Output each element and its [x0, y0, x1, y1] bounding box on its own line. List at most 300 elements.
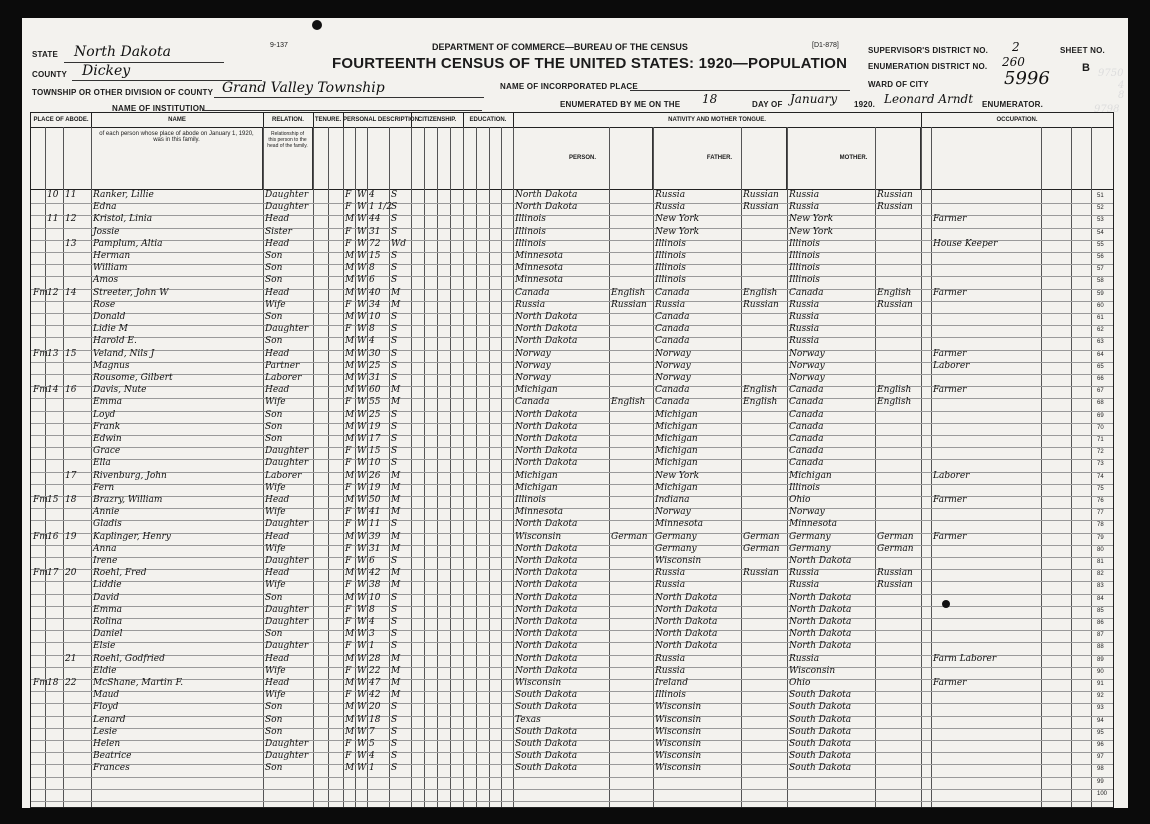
ward-label: WARD OF CITY	[868, 80, 929, 89]
enumerator-name: Leonard Arndt	[884, 92, 974, 106]
cell-sex: M	[345, 348, 355, 359]
cell-mpob: South Dakota	[789, 690, 852, 701]
cell-mmt: Russian	[877, 580, 913, 591]
cell-ms: M	[391, 495, 401, 505]
cell-fpob: North Dakota	[655, 629, 718, 640]
line-number: 51	[1097, 193, 1104, 199]
day-of-label: DAY OF	[752, 100, 783, 109]
cell-fn: 14	[65, 287, 77, 298]
cell-name: Frank	[93, 421, 121, 432]
cell-pob: North Dakota	[515, 202, 578, 213]
cell-name: Herman	[93, 251, 131, 261]
cell-fam: 18	[47, 678, 59, 688]
cell-fn: 21	[65, 653, 77, 664]
cell-mpob: Canada	[789, 287, 824, 298]
cell-rel: Son	[265, 726, 283, 737]
incorporated-place-label: NAME OF INCORPORATED PLACE	[500, 82, 638, 91]
cell-sex: F	[345, 519, 352, 530]
cell-mpob: North Dakota	[789, 617, 852, 627]
cell-age: 44	[369, 214, 381, 225]
cell-ms: M	[391, 287, 401, 298]
cell-fpob: Germany	[655, 531, 697, 542]
enum-district-label: ENUMERATION DISTRICT NO.	[868, 62, 988, 71]
cell-fam: 16	[47, 531, 59, 542]
cell-rel: Wife	[265, 665, 286, 676]
cell-fpob: Indiana	[655, 495, 690, 505]
cell-mpob: North Dakota	[789, 629, 852, 640]
cell-race: W	[357, 446, 367, 457]
census-sheet	[22, 18, 1128, 808]
cell-ms: S	[391, 190, 398, 200]
cell-name: Donald	[93, 312, 126, 322]
group-personal-description: PERSONAL DESCRIPTION.	[343, 113, 412, 128]
cell-rel: Wife	[265, 580, 286, 591]
cell-dw: Fm	[33, 495, 48, 505]
cell-age: 31	[369, 373, 381, 383]
cell-name: Liddie	[93, 580, 122, 591]
cell-age: 17	[369, 434, 381, 444]
cell-name: Kaplinger, Henry	[93, 531, 171, 542]
cell-race: W	[357, 726, 367, 737]
cell-mpob: Germany	[789, 531, 831, 542]
cell-rel: Wife	[265, 507, 286, 518]
cell-mpob: Illinois	[789, 263, 820, 274]
cell-fam: 11	[47, 214, 59, 225]
cell-rel: Wife	[265, 397, 286, 408]
cell-mpob: Canada	[789, 434, 824, 444]
name-column-note: of each person whose place of abode on January 1, 1920, was in this family.	[91, 127, 263, 189]
cell-name: Roehl, Godfried	[93, 653, 165, 664]
cell-age: 1 1/2	[369, 202, 393, 213]
cell-ms: S	[391, 421, 398, 432]
cell-sex: M	[345, 629, 355, 640]
line-number: 94	[1097, 717, 1104, 724]
line-number: 93	[1097, 705, 1104, 712]
margin-note-1: 9750	[1098, 68, 1124, 79]
cell-mpob: Canada	[789, 446, 824, 457]
cell-fpob: Michigan	[655, 446, 698, 457]
cell-ms: S	[391, 214, 398, 225]
cell-fmt: English	[743, 397, 778, 408]
cell-name: Emma	[93, 397, 123, 408]
cell-age: 4	[369, 336, 375, 347]
line-number: 85	[1097, 607, 1104, 614]
cell-mpob: Minnesota	[789, 519, 838, 530]
cell-mpob: Michigan	[789, 470, 832, 481]
cell-name: Amos	[93, 275, 119, 286]
cell-mpob: Illinois	[789, 482, 820, 493]
line-number: 72	[1097, 449, 1104, 456]
cell-mpob: North Dakota	[789, 641, 852, 652]
cell-rel: Partner	[265, 360, 300, 371]
cell-race: W	[357, 202, 367, 213]
line-number: 87	[1097, 632, 1104, 639]
cell-race: W	[357, 507, 367, 518]
cell-pob: North Dakota	[515, 458, 578, 469]
enumerator-label: ENUMERATOR.	[982, 100, 1044, 109]
line-number: 65	[1097, 363, 1104, 370]
year-label: 1920.	[854, 100, 876, 109]
cell-mpob: Russia	[789, 580, 820, 591]
cell-mpob: Ohio	[789, 678, 811, 688]
cell-name: Lidie M	[93, 324, 128, 335]
cell-fpob: Russia	[655, 580, 686, 591]
line-number: 67	[1097, 388, 1104, 395]
cell-sex: M	[345, 385, 355, 396]
line-number: 78	[1097, 522, 1104, 529]
line-number: 59	[1097, 290, 1104, 297]
cell-fmt: Russian	[743, 190, 779, 200]
cell-name: Annie	[93, 507, 120, 518]
cell-name: Rose	[93, 299, 116, 310]
cell-ms: S	[391, 263, 398, 274]
cell-pob: Minnesota	[515, 275, 564, 286]
cell-ms: M	[391, 678, 401, 688]
enumerated-label: ENUMERATED BY ME ON THE	[560, 100, 681, 109]
cell-age: 20	[369, 702, 381, 713]
cell-name: Harold E.	[93, 336, 137, 347]
cell-age: 19	[369, 421, 381, 432]
cell-rel: Daughter	[265, 519, 309, 530]
cell-ms: S	[391, 763, 398, 774]
cell-fam: 14	[47, 385, 59, 396]
cell-fn: 12	[65, 214, 77, 225]
enumerated-month: January	[790, 92, 838, 106]
cell-fpob: Illinois	[655, 275, 686, 286]
cell-sex: F	[345, 556, 352, 566]
cell-sex: F	[345, 543, 352, 554]
cell-mt: German	[611, 531, 648, 542]
cell-fpob: Ireland	[655, 678, 688, 688]
cell-pob: Michigan	[515, 470, 558, 481]
cell-pob: North Dakota	[515, 629, 578, 640]
cell-mmt: German	[877, 531, 914, 542]
line-number: 74	[1097, 473, 1104, 480]
cell-mt: Russian	[611, 299, 647, 310]
cell-pob: North Dakota	[515, 617, 578, 627]
cell-name: Roehl, Fred	[93, 568, 147, 579]
cell-fpob: Illinois	[655, 251, 686, 261]
line-number: 60	[1097, 302, 1104, 309]
cell-age: 15	[369, 446, 381, 457]
cell-rel: Laborer	[265, 470, 302, 481]
cell-rel: Wife	[265, 690, 286, 701]
cell-rel: Head	[265, 214, 290, 225]
cell-race: W	[357, 714, 367, 725]
cell-rel: Head	[265, 495, 290, 505]
line-number: 89	[1097, 656, 1104, 663]
cell-fpob: Michigan	[655, 482, 698, 493]
cell-race: W	[357, 348, 367, 359]
cell-rel: Son	[265, 409, 283, 420]
cell-race: W	[357, 592, 367, 603]
cell-sex: M	[345, 275, 355, 286]
county-label: COUNTY	[32, 70, 67, 79]
cell-rel: Daughter	[265, 446, 309, 457]
cell-fpob: Canada	[655, 385, 690, 396]
cell-rel: Son	[265, 629, 283, 640]
cell-fam: 13	[47, 348, 59, 359]
cell-sex: F	[345, 482, 352, 493]
cell-rel: Wife	[265, 482, 286, 493]
cell-sex: M	[345, 263, 355, 274]
margin-note-2: 4	[1118, 80, 1125, 91]
cell-age: 1	[369, 641, 375, 652]
cell-pob: South Dakota	[515, 739, 578, 749]
cell-mpob: Germany	[789, 543, 831, 554]
incorporated-underline	[630, 90, 850, 91]
cell-name: Brazry, William	[93, 495, 163, 505]
cell-age: 28	[369, 653, 381, 664]
cell-name: David	[93, 592, 120, 603]
group-nativity: NATIVITY AND MOTHER TONGUE.	[513, 113, 922, 128]
cell-pob: North Dakota	[515, 446, 578, 457]
cell-mpob: South Dakota	[789, 726, 852, 737]
county-value: Dickey	[82, 63, 131, 79]
cell-rel: Daughter	[265, 617, 309, 627]
cell-fmt: German	[743, 531, 780, 542]
cell-ms: S	[391, 275, 398, 286]
cell-age: 19	[369, 482, 381, 493]
cell-race: W	[357, 238, 367, 249]
cell-pob: North Dakota	[515, 409, 578, 420]
cell-sex: M	[345, 592, 355, 603]
cell-pob: North Dakota	[515, 665, 578, 676]
line-number: 95	[1097, 729, 1104, 736]
cell-fpob: Canada	[655, 312, 690, 322]
cell-occ: Farmer	[933, 678, 967, 688]
cell-pob: North Dakota	[515, 519, 578, 530]
cell-race: W	[357, 360, 367, 371]
cell-rel: Head	[265, 385, 290, 396]
township-underline	[214, 97, 484, 98]
cell-rel: Daughter	[265, 458, 309, 469]
cell-race: W	[357, 312, 367, 322]
cell-fpob: Russia	[655, 568, 686, 579]
cell-ms: M	[391, 543, 401, 554]
cell-race: W	[357, 409, 367, 420]
cell-fn: 16	[65, 385, 77, 396]
cell-sex: M	[345, 763, 355, 774]
cell-age: 10	[369, 312, 381, 322]
line-number: 56	[1097, 254, 1104, 260]
cell-race: W	[357, 604, 367, 615]
line-number: 63	[1097, 339, 1104, 346]
cell-mpob: Norway	[789, 373, 825, 383]
cell-name: Lenard	[93, 714, 126, 725]
township-value: Grand Valley Township	[222, 80, 385, 96]
cell-pob: North Dakota	[515, 324, 578, 335]
cell-race: W	[357, 275, 367, 286]
cell-ms: S	[391, 360, 398, 371]
cell-race: W	[357, 385, 367, 396]
cell-sex: M	[345, 287, 355, 298]
line-number: 66	[1097, 376, 1104, 382]
cell-pob: Illinois	[515, 226, 546, 237]
cell-race: W	[357, 263, 367, 274]
cell-name: Lesie	[93, 726, 118, 737]
cell-ms: M	[391, 507, 401, 518]
cell-name: Streeter, John W	[93, 287, 169, 298]
line-number: 75	[1097, 485, 1104, 492]
cell-ms: M	[391, 568, 401, 579]
cell-ms: S	[391, 641, 398, 652]
cell-mpob: South Dakota	[789, 739, 852, 749]
cell-race: W	[357, 531, 367, 542]
cell-ms: S	[391, 629, 398, 640]
cell-ms: S	[391, 519, 398, 530]
cell-mpob: Illinois	[789, 238, 820, 249]
cell-pob: Michigan	[515, 482, 558, 493]
cell-ms: M	[391, 385, 401, 396]
cell-fpob: Minnesota	[655, 519, 704, 530]
cell-race: W	[357, 421, 367, 432]
cell-race: W	[357, 434, 367, 444]
cell-race: W	[357, 519, 367, 530]
cell-pob: Minnesota	[515, 263, 564, 274]
cell-mpob: South Dakota	[789, 702, 852, 713]
cell-rel: Daughter	[265, 202, 309, 213]
line-number: 88	[1097, 644, 1104, 651]
cell-sex: F	[345, 739, 352, 749]
cell-race: W	[357, 568, 367, 579]
state-label: STATE	[32, 50, 59, 59]
cell-mmt: Russian	[877, 299, 913, 310]
cell-name: Magnus	[93, 360, 130, 371]
cell-mpob: Norway	[789, 348, 825, 359]
line-number: 70	[1097, 424, 1104, 431]
department-title: DEPARTMENT OF COMMERCE—BUREAU OF THE CENSUS	[432, 42, 688, 52]
cell-sex: M	[345, 726, 355, 737]
group-place-of-abode: PLACE OF ABODE.	[31, 113, 92, 128]
sheet-stamp: 5996	[1004, 68, 1050, 89]
cell-mmt: Russian	[877, 190, 913, 200]
cell-fmt: English	[743, 385, 778, 396]
line-number: 57	[1097, 266, 1104, 273]
cell-sex: F	[345, 226, 352, 237]
cell-age: 3	[369, 629, 375, 640]
line-number: 61	[1097, 315, 1104, 321]
cell-pob: Canada	[515, 397, 550, 408]
cell-race: W	[357, 629, 367, 640]
cell-mpob: Russia	[789, 336, 820, 347]
father-subheader: FATHER.	[653, 127, 787, 189]
cell-name: Edna	[93, 202, 117, 213]
cell-mpob: South Dakota	[789, 763, 852, 774]
cell-fpob: Norway	[655, 373, 691, 383]
cell-ms: S	[391, 202, 398, 213]
cell-sex: F	[345, 604, 352, 615]
sheet-letter: B	[1082, 62, 1091, 74]
cell-age: 8	[369, 604, 375, 615]
supervisor-value: 2	[1012, 40, 1020, 54]
cell-ms: M	[391, 397, 401, 408]
cell-age: 41	[369, 507, 381, 518]
cell-rel: Son	[265, 275, 283, 286]
cell-age: 15	[369, 251, 381, 261]
cell-race: W	[357, 702, 367, 713]
line-number: 84	[1097, 595, 1104, 602]
line-number: 97	[1097, 754, 1104, 761]
cell-fam: 10	[47, 190, 59, 200]
cell-name: Rolina	[93, 617, 123, 627]
cell-age: 25	[369, 360, 381, 371]
cell-name: Beatrice	[93, 751, 132, 762]
cell-name: Jossie	[93, 226, 120, 237]
cell-fn: 20	[65, 568, 77, 579]
cell-name: William	[93, 263, 128, 274]
cell-rel: Daughter	[265, 641, 309, 652]
cell-fn: 11	[65, 190, 77, 200]
cell-age: 8	[369, 324, 375, 335]
cell-pob: North Dakota	[515, 641, 578, 652]
cell-race: W	[357, 751, 367, 762]
cell-pob: Illinois	[515, 214, 546, 225]
cell-pob: Illinois	[515, 495, 546, 505]
cell-name: Pamplum, Altia	[93, 238, 163, 249]
cell-fpob: Russia	[655, 202, 686, 213]
table-row	[31, 777, 1113, 790]
cell-race: W	[357, 617, 367, 627]
cell-ms: S	[391, 739, 398, 749]
cell-ms: M	[391, 665, 401, 676]
cell-race: W	[357, 226, 367, 237]
cell-mpob: Russia	[789, 202, 820, 213]
cell-fpob: Russia	[655, 653, 686, 664]
cell-fpob: Wisconsin	[655, 739, 702, 749]
cell-rel: Son	[265, 421, 283, 432]
cell-occ: Farmer	[933, 385, 967, 396]
line-number: 73	[1097, 461, 1104, 468]
cell-age: 42	[369, 568, 381, 579]
cell-name: Irene	[93, 556, 118, 566]
cell-name: Anna	[93, 543, 117, 554]
cell-fpob: Wisconsin	[655, 763, 702, 774]
cell-mmt: Russian	[877, 568, 913, 579]
cell-pob: Minnesota	[515, 251, 564, 261]
cell-fpob: Wisconsin	[655, 714, 702, 725]
cell-ms: M	[391, 299, 401, 310]
cell-rel: Son	[265, 702, 283, 713]
cell-sex: F	[345, 617, 352, 627]
cell-ms: S	[391, 702, 398, 713]
line-number: 76	[1097, 498, 1104, 504]
group-name: NAME	[91, 113, 264, 128]
cell-race: W	[357, 287, 367, 298]
cell-fpob: Russia	[655, 299, 686, 310]
cell-pob: Texas	[515, 714, 541, 725]
cell-sex: F	[345, 324, 352, 335]
cell-sex: M	[345, 251, 355, 261]
cell-sex: F	[345, 641, 352, 652]
cell-mpob: Russia	[789, 190, 820, 200]
cell-pob: South Dakota	[515, 690, 578, 701]
cell-race: W	[357, 470, 367, 481]
cell-fpob: North Dakota	[655, 617, 718, 627]
cell-ms: S	[391, 751, 398, 762]
cell-race: W	[357, 336, 367, 347]
cell-occ: Farmer	[933, 287, 967, 298]
cell-sex: M	[345, 714, 355, 725]
cell-rel: Son	[265, 251, 283, 261]
cell-fpob: Norway	[655, 360, 691, 371]
line-number: 99	[1097, 778, 1104, 785]
cell-fpob: Illinois	[655, 238, 686, 249]
cell-age: 34	[369, 299, 381, 310]
cell-name: Grace	[93, 446, 121, 457]
cell-pob: North Dakota	[515, 543, 578, 554]
cell-name: Elsie	[93, 641, 116, 652]
